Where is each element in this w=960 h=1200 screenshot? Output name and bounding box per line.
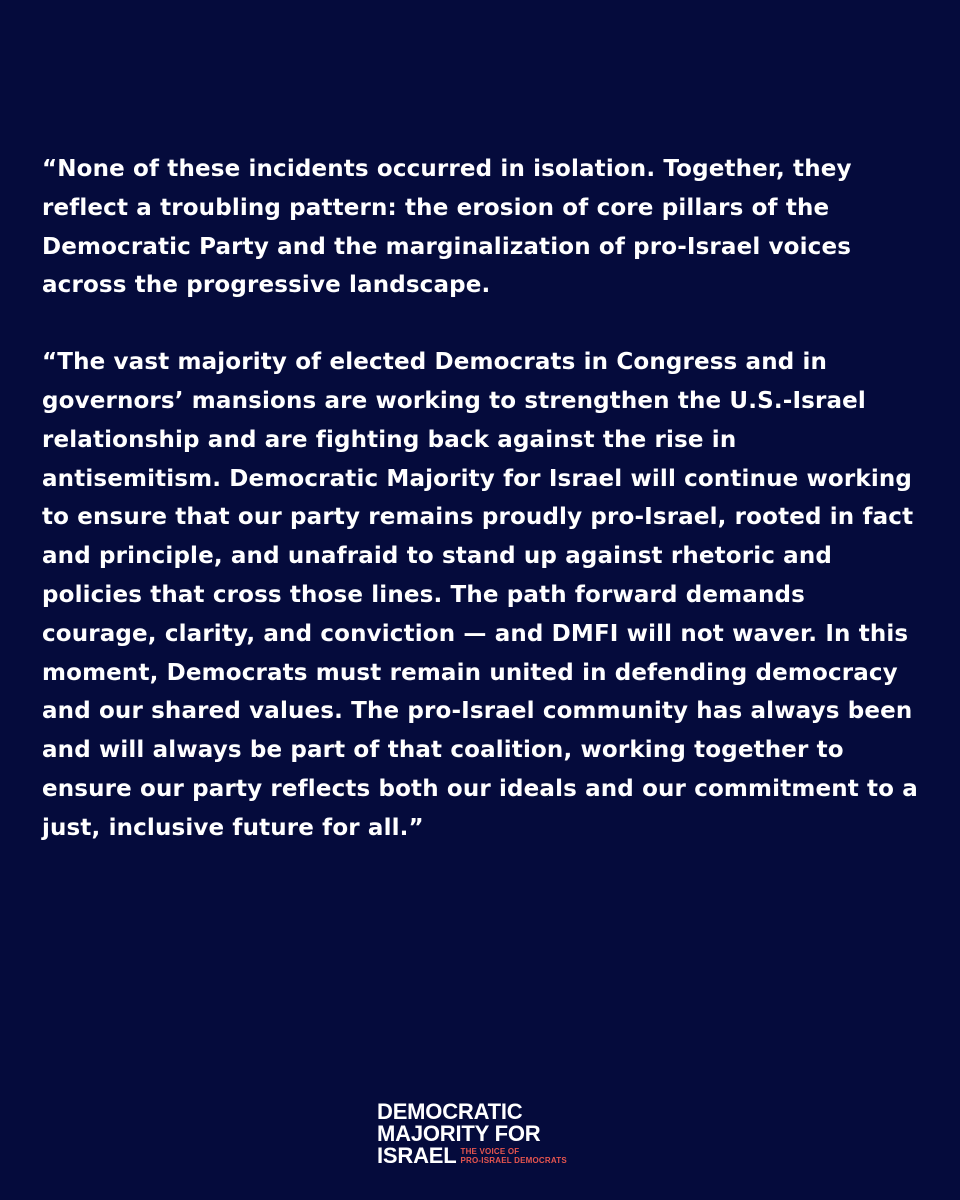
paragraph-spacer bbox=[42, 305, 922, 343]
quote-paragraph-2: “The vast majority of elected Democrats in Congress and in governors’ mansions are working to strengthen the U.S.-Israel relationship and are fighting back against the rise in antisemitism. Democratic Majority for Israel will continue working to ensure that our party remains proudly pro-Israel, rooted in fact and principle, and unafraid to stand up against rhetoric and policies that cross those lines. The path forward demands courage, clarity, and conviction — and DMFI will not waver. In this moment, Democrats must remain united in defending democracy and our shared values. The pro-Israel community has always been and will always be part of that coalition, working together to ensure our party reflects both our ideals and our commitment to a just, inclusive future for all.” bbox=[42, 349, 918, 841]
logo-tagline bbox=[460, 1147, 566, 1167]
quote-text-block bbox=[42, 150, 922, 848]
logo-bottom-row bbox=[377, 1145, 607, 1167]
dmfi-logo bbox=[377, 1101, 607, 1173]
logo-tagline-line-2: PRO-ISRAEL DEMOCRATS bbox=[460, 1156, 567, 1165]
logo-line-majority-for: MAJORITY FOR bbox=[377, 1121, 541, 1146]
logo-line-israel: ISRAEL bbox=[377, 1143, 457, 1168]
logo-line-democratic: DEMOCRATIC bbox=[377, 1099, 523, 1124]
quote-paragraph-1: “None of these incidents occurred in isolation. Together, they reflect a troubling pattern: the erosion of core pillars of the Democratic Party and the marginalization of pro-Israel voices across the progressive landscape. bbox=[42, 156, 852, 299]
logo-tagline-line-1: THE VOICE OF bbox=[460, 1147, 520, 1156]
